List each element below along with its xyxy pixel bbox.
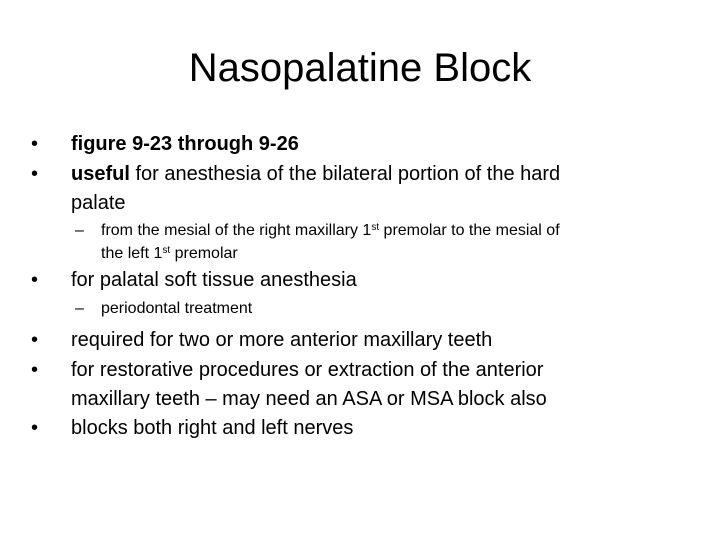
bullet-item [31,356,544,385]
bullet-icon: • [31,359,39,381]
bullet-icon: • [31,329,39,351]
bullet-icon: • [31,133,39,155]
bullet-icon: • [31,417,39,439]
bullet-bold-text: useful [71,163,130,185]
bullet-text: for anesthesia of the bilateral portion of the hard [129,163,561,185]
superscript: st [371,222,380,233]
superscript: st [162,245,171,256]
sub-bullet-text: periodontal treatment [101,300,253,317]
sub-bullet-text: premolar to the mesial of [379,222,560,239]
bullet-continuation [71,189,126,218]
bullet-text: required for two or more anterior maxillary teeth [71,329,493,351]
bullet-item [31,160,561,189]
bullet-item [31,326,493,355]
bullet-item [31,414,354,443]
sub-bullet-text: from the mesial of the right maxillary 1 [101,222,372,239]
sub-bullet-continuation [101,242,691,265]
bullet-text: maxillary teeth – may need an ASA or MSA block also [71,388,547,410]
sub-bullet-item [75,297,691,320]
slide-title: Nasopalatine Block [188,46,532,90]
bullet-text: figure 9-23 through 9-26 [71,133,299,155]
dash-icon: – [75,300,84,317]
bullet-icon: • [31,269,39,291]
bullet-text: for palatal soft tissue anesthesia [71,269,357,291]
bullet-item [31,130,299,159]
bullet-item [31,266,357,295]
bullet-icon: • [31,163,39,185]
dash-icon: – [75,222,84,239]
sub-bullet-item [75,219,691,242]
sub-bullet-text: the left 1 [101,245,163,262]
sub-bullet-text: premolar [170,245,238,262]
bullet-text: blocks both right and left nerves [71,417,354,439]
bullet-text: for restorative procedures or extraction of the anterior [71,359,544,381]
bullet-text: palate [71,192,126,214]
bullet-continuation [71,385,547,414]
